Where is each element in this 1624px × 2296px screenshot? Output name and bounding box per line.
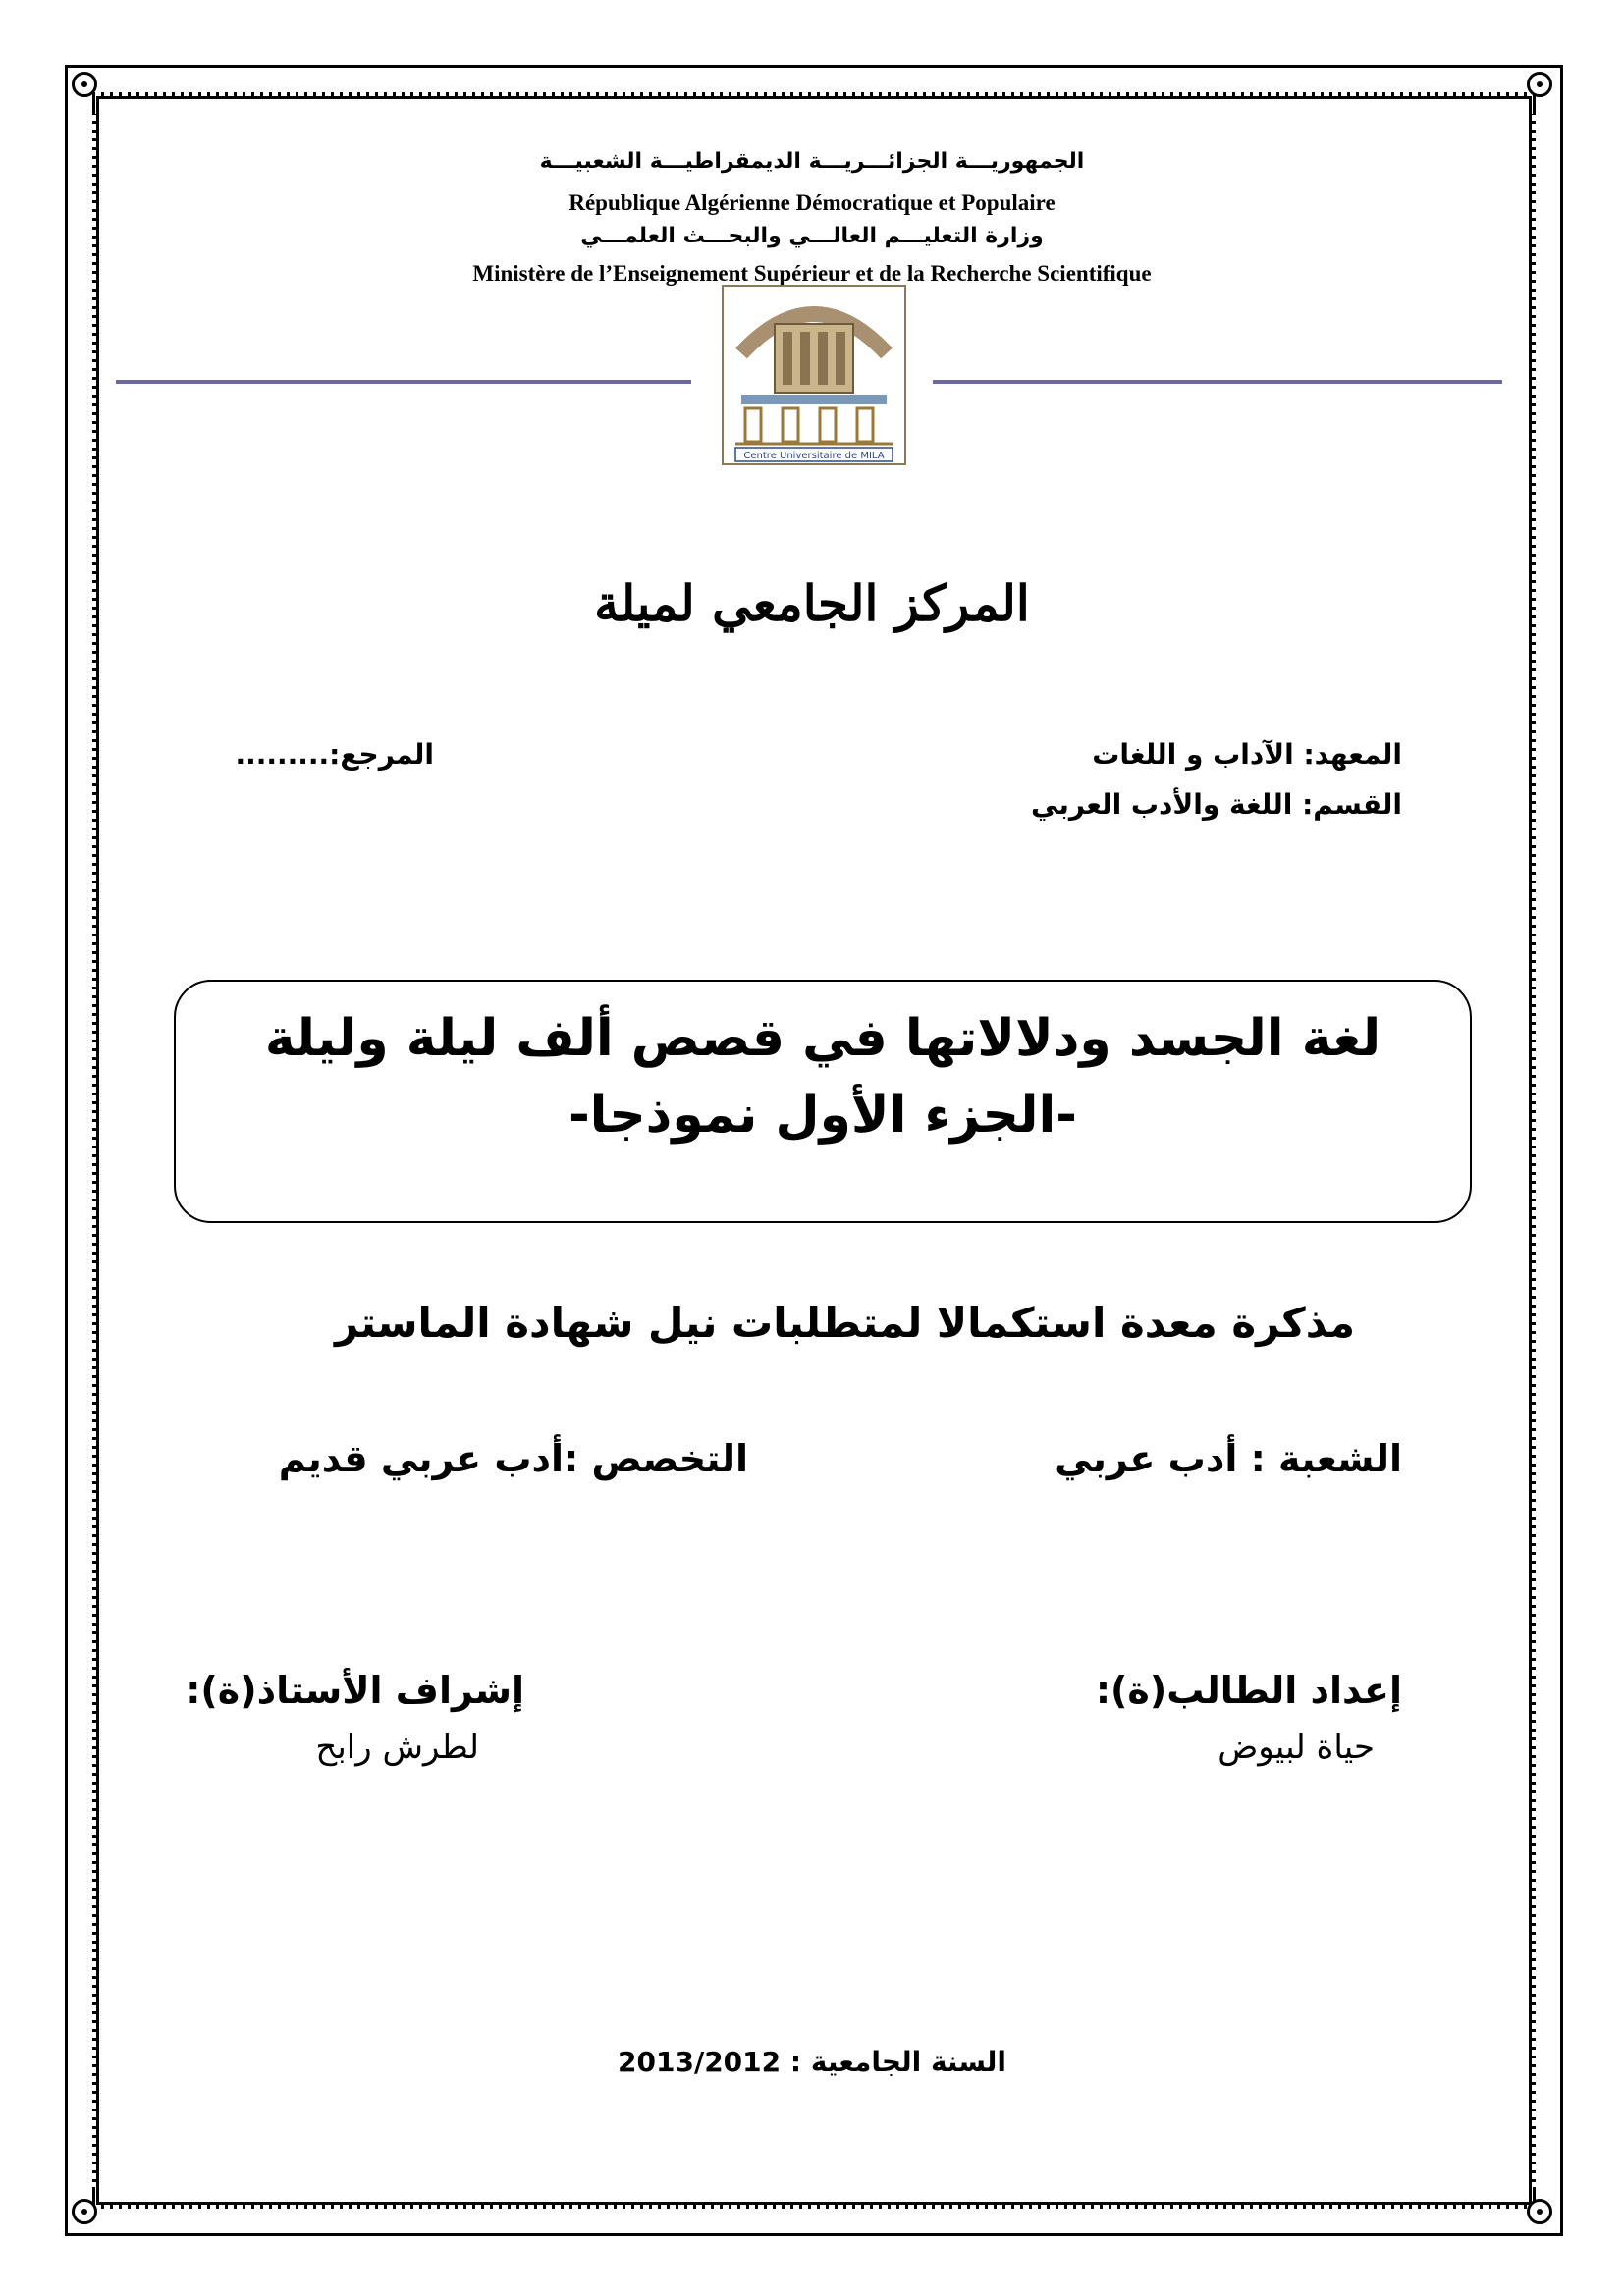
branch-label: الشعبة : أدب عربي: [1055, 1437, 1402, 1480]
thesis-subtitle: -الجزء الأول نموذجا-: [568, 1086, 1077, 1145]
institute-label: المعهد: الآداب و اللغات: [1092, 738, 1402, 771]
student-name: حياة لبيوض: [1218, 1728, 1375, 1767]
ministry-name-ar: وزارة التعليـــم العالـــي والبحـــث العلمـــي: [580, 224, 1044, 248]
republic-name-ar: الجمهوريـــة الجزائـــريـــة الديمقراطيـــة الشعبيـــة: [539, 149, 1085, 174]
header-rule-right: [933, 380, 1502, 384]
thesis-purpose: مذكرة معدة استكمالا لمتطلبات نيل شهادة الماستر: [334, 1299, 1355, 1347]
university-logo: [722, 285, 906, 465]
supervisor-label: إشراف الأستاذ(ة):: [186, 1669, 524, 1712]
header-rule-left: [116, 380, 691, 384]
corner-ornament: [1527, 72, 1552, 97]
reference-label: المرجع:.........: [235, 738, 434, 771]
supervisor-name: لطرش رابح: [315, 1728, 479, 1767]
corner-ornament: [72, 2199, 97, 2224]
ministry-name-fr: Ministère de l’Enseignement Supérieur et de la Recherche Scientifique: [472, 261, 1152, 286]
corner-ornament: [1527, 2199, 1552, 2224]
corner-ornament: [72, 72, 97, 97]
department-label: القسم: اللغة والأدب العربي: [1030, 788, 1402, 821]
logo-caption: Centre Universitaire de MILA: [743, 451, 885, 461]
republic-name-fr: République Algérienne Démocratique et Populaire: [568, 190, 1056, 215]
student-label: إعداد الطالب(ة):: [1095, 1669, 1402, 1712]
specialty-label: التخصص :أدب عربي قديم: [278, 1437, 748, 1480]
institution-name: المركز الجامعي لميلة: [594, 574, 1030, 632]
academic-year: السنة الجامعية : 2013/2012: [618, 2046, 1006, 2078]
thesis-title: لغة الجسد ودلالاتها في قصص ألف ليلة وليلة: [264, 1009, 1381, 1068]
